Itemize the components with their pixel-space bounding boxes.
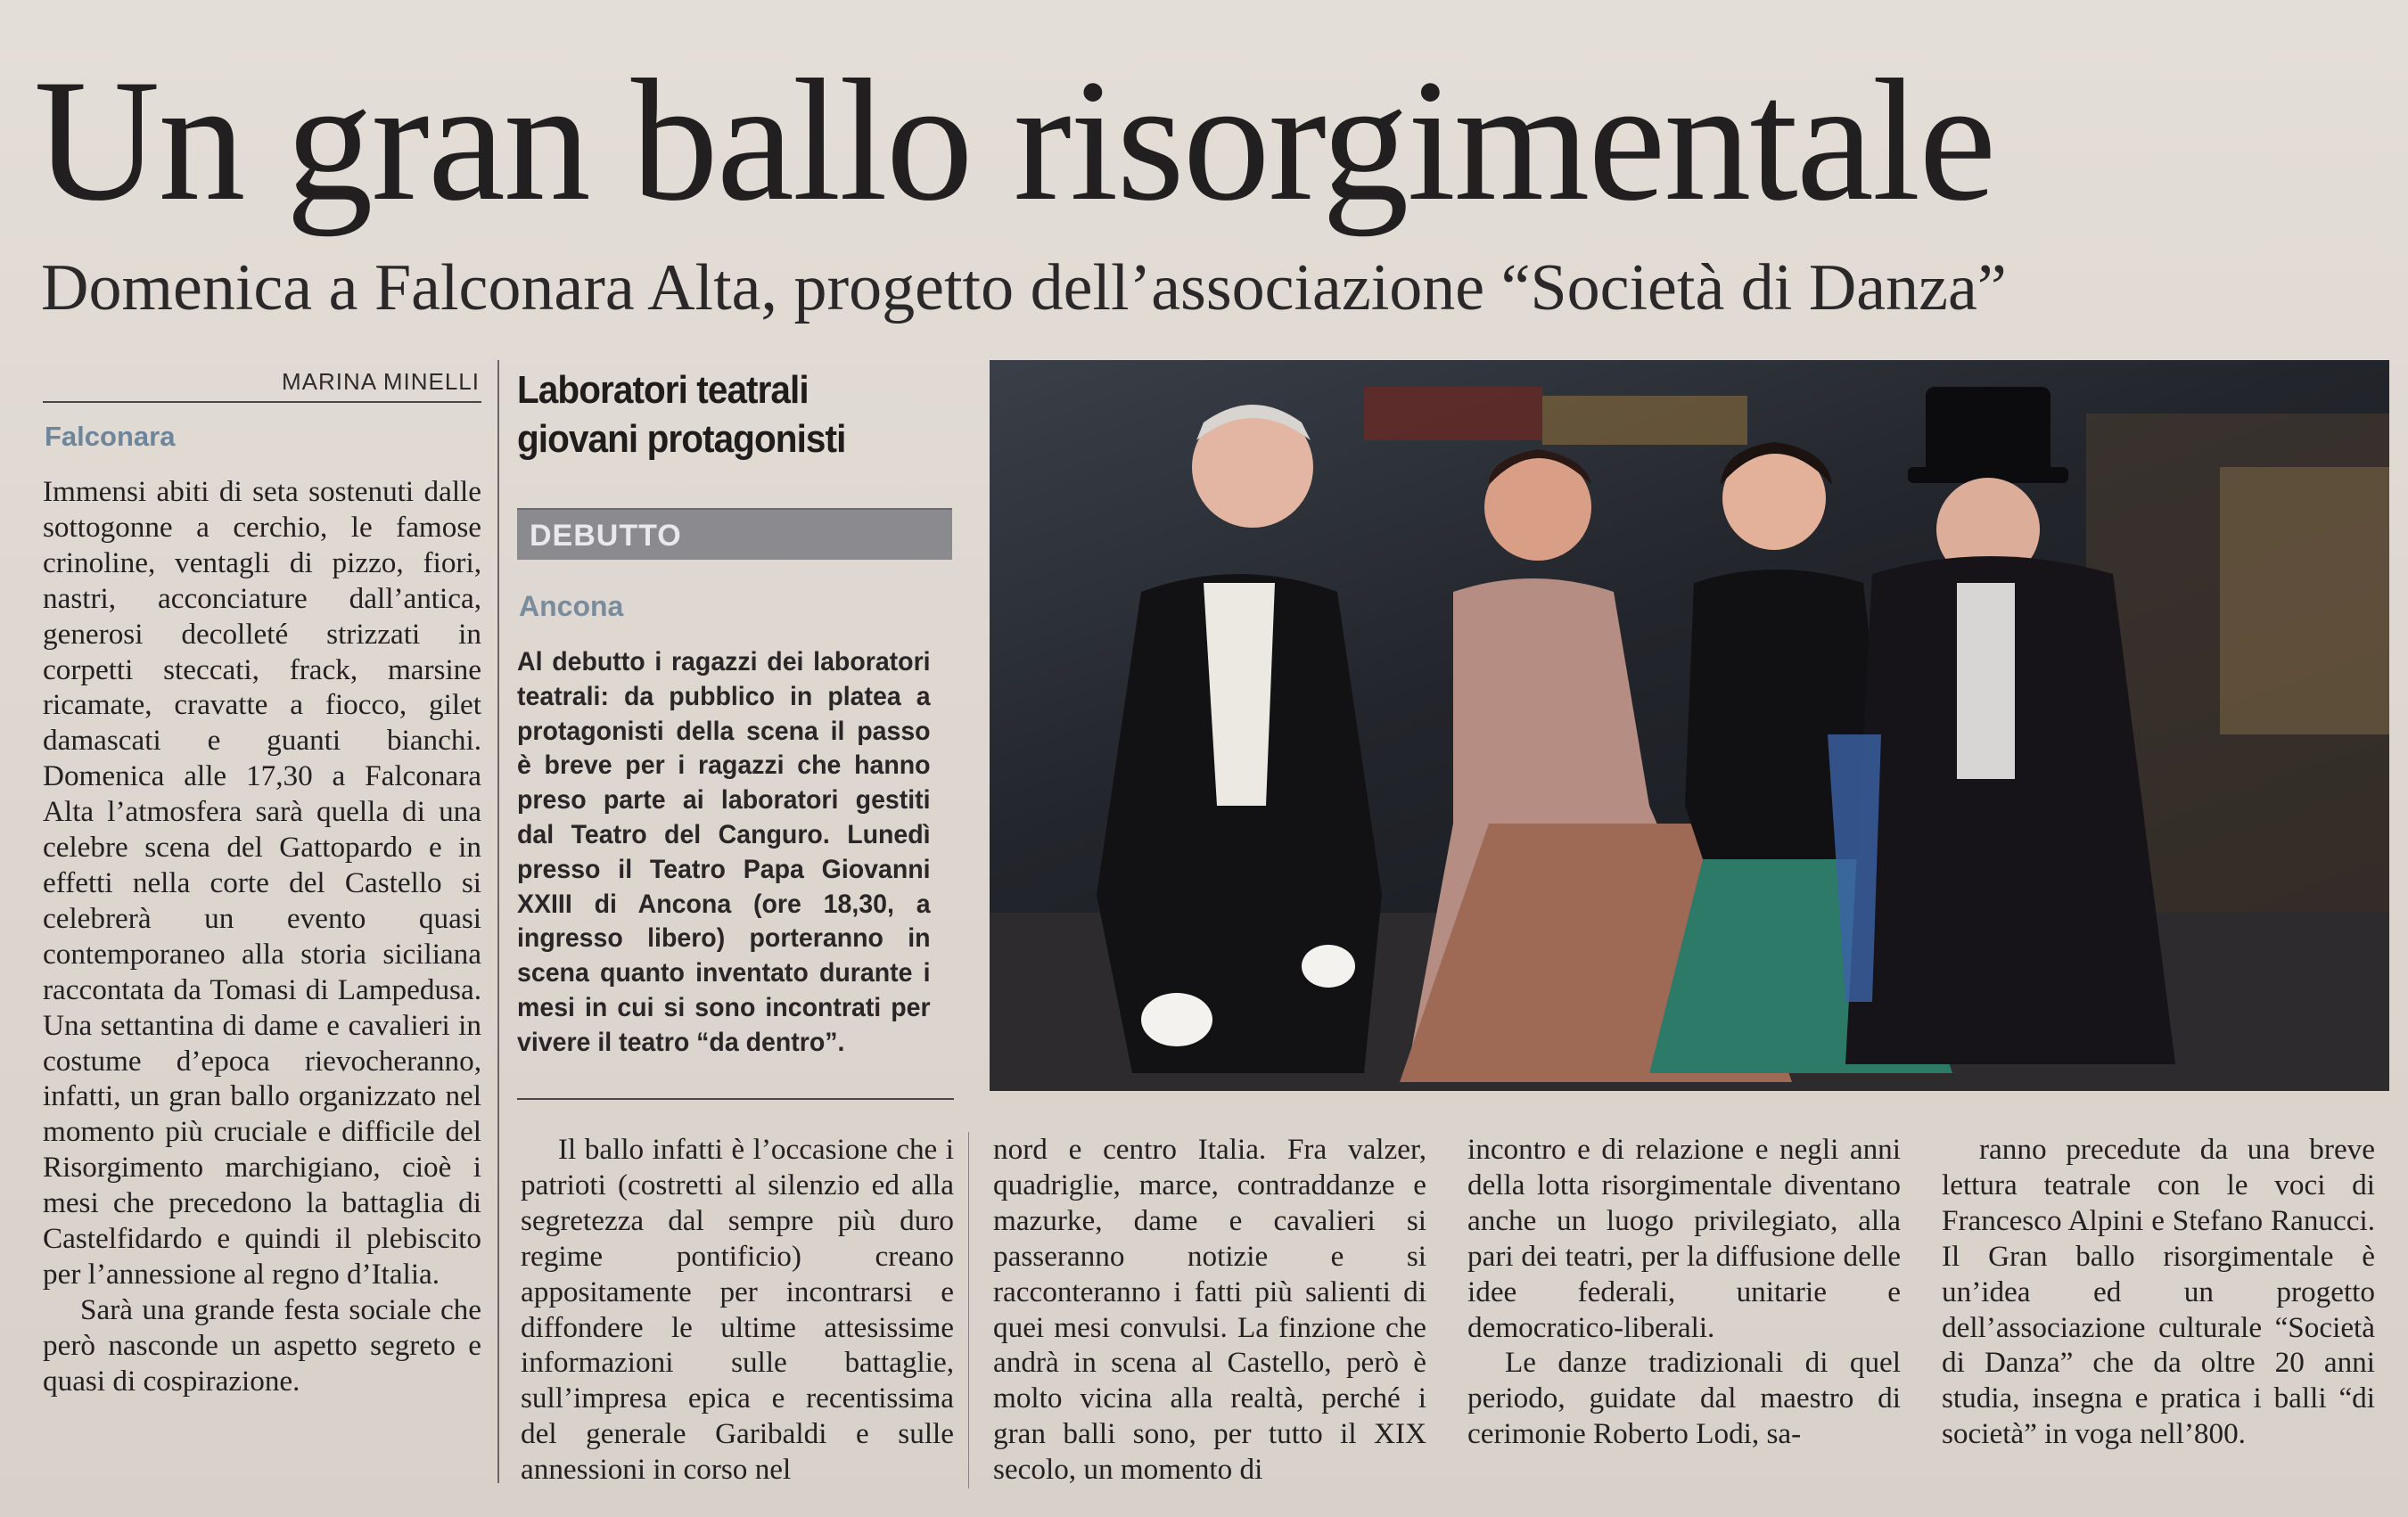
- shop-sign: [1364, 387, 1542, 440]
- article-column-4: [1467, 1132, 1901, 1452]
- article-column-2: [521, 1132, 954, 1488]
- sidebar-bottom-rule: [517, 1098, 954, 1100]
- subheadline: Domenica a Falconara Alta, progetto dell’associazione “Società di Danza”: [41, 251, 2007, 324]
- paragraph: Il ballo infatti è l’occasione che i patrioti (costretti al silenzio ed alla segretezza dal sempre più duro regime pontificio) creano appositamente per incontrarsi e diffondere le ultime attesissime informazioni sulle battaglie, sull’impresa epica e recentissima del generale Garibaldi e sulle annessioni in corso nel: [521, 1133, 954, 1487]
- shop-window-light: [2220, 467, 2389, 734]
- article-column-5: [1942, 1132, 2375, 1452]
- article-photo: [990, 360, 2389, 1091]
- byline-rule: [43, 401, 481, 403]
- dateline: Falconara: [45, 421, 176, 452]
- paragraph: Le danze tradizionali di quel periodo, guidate dal maestro di cerimonie Roberto Lodi, sa-: [1467, 1346, 1901, 1451]
- paragraph: nord e centro Italia. Fra valzer, quadriglie, marce, contraddanze e mazurke, dame e cavalieri si passeranno notizie e si racconteranno i fatti più salienti di quei mesi convulsi. La finzione che andrà in scena al Castello, però è molto vicina alla realtà, perché i gran balli sono, per tutto il XIX secolo, un momento di: [993, 1133, 1426, 1487]
- article-column-1: [43, 474, 481, 1399]
- photo-illustration: [990, 360, 2389, 1091]
- paragraph: Immensi abiti di seta sostenuti dalle sottogonne a cerchio, le famose crinoline, ventagli di pizzo, fiori, nastri, acconciature dall’antica, generosi decolleté strizzati in corpetti steccati, frack, marsine ricamate, cravatte a fiocco, gilet damascati e guanti bianchi. Domenica alle 17,30 a Falconara Alta l’atmosfera sarà quella di una celebre scena del Gattopardo e in effetti nella corte del Castello si celebrerà un evento quasi contemporaneo alla storia siciliana raccontata da Tomasi di Lampedusa. Una settantina di dame e cavalieri in costume d’epoca rievocheranno, infatti, un gran ballo organizzato nel momento più cruciale e difficile del Risorgimento marchigiano, cioè i mesi che precedono la battaglia di Castelfidardo e quindi il plebiscito per l’annessione al regno d’Italia.: [43, 475, 481, 1291]
- headline: Un gran ballo risorgimentale: [34, 44, 1995, 237]
- sidebar-tag-label: DEBUTTO: [530, 519, 682, 553]
- figure-gentleman-left: [1097, 405, 1382, 1073]
- sidebar-tag: [517, 508, 952, 560]
- paragraph: incontro e di relazione e negli anni della lotta risorgimentale diventano anche un luogo privilegiato, alla pari dei teatri, per la diffusione delle idee federali, unitarie e democratico-liberali.: [1467, 1133, 1901, 1344]
- sidebar-text: Al debutto i ragazzi dei laboratori teatrali: da pubblico in platea a protagonisti della scena il passo è breve per i ragazzi che hanno preso parte ai laboratori gestiti dal Teatro del Canguro. Lunedì presso il Teatro Papa Giovanni XXIII di Ancona (ore 18,30, a ingresso libero) porteranno in scena quanto inventato durante i mesi in cui si sono incontrati per vivere il teatro “da dentro”.: [517, 647, 931, 1057]
- sidebar-title: Laboratori teatrali giovani protagonisti: [517, 368, 846, 461]
- article-column-3: [993, 1132, 1426, 1488]
- column-divider: [497, 360, 499, 1483]
- paragraph: ranno precedute da una breve lettura teatrale con le voci di Francesco Alpini e Stefano Ranucci. Il Gran ballo risorgimentale è un’idea ed un progetto dell’associazione culturale “Società di Danza” che da oltre 20 anni studia, insegna e pratica i balli “di società” in voga nell’800.: [1942, 1133, 2375, 1451]
- column-divider: [968, 1132, 969, 1488]
- byline: MARINA MINELLI: [281, 368, 480, 395]
- paragraph: Sarà una grande festa sociale che però nasconde un aspetto segreto e quasi di cospirazione.: [43, 1292, 481, 1398]
- sidebar-dateline: Ancona: [519, 590, 624, 622]
- shop-sign: [1542, 396, 1747, 445]
